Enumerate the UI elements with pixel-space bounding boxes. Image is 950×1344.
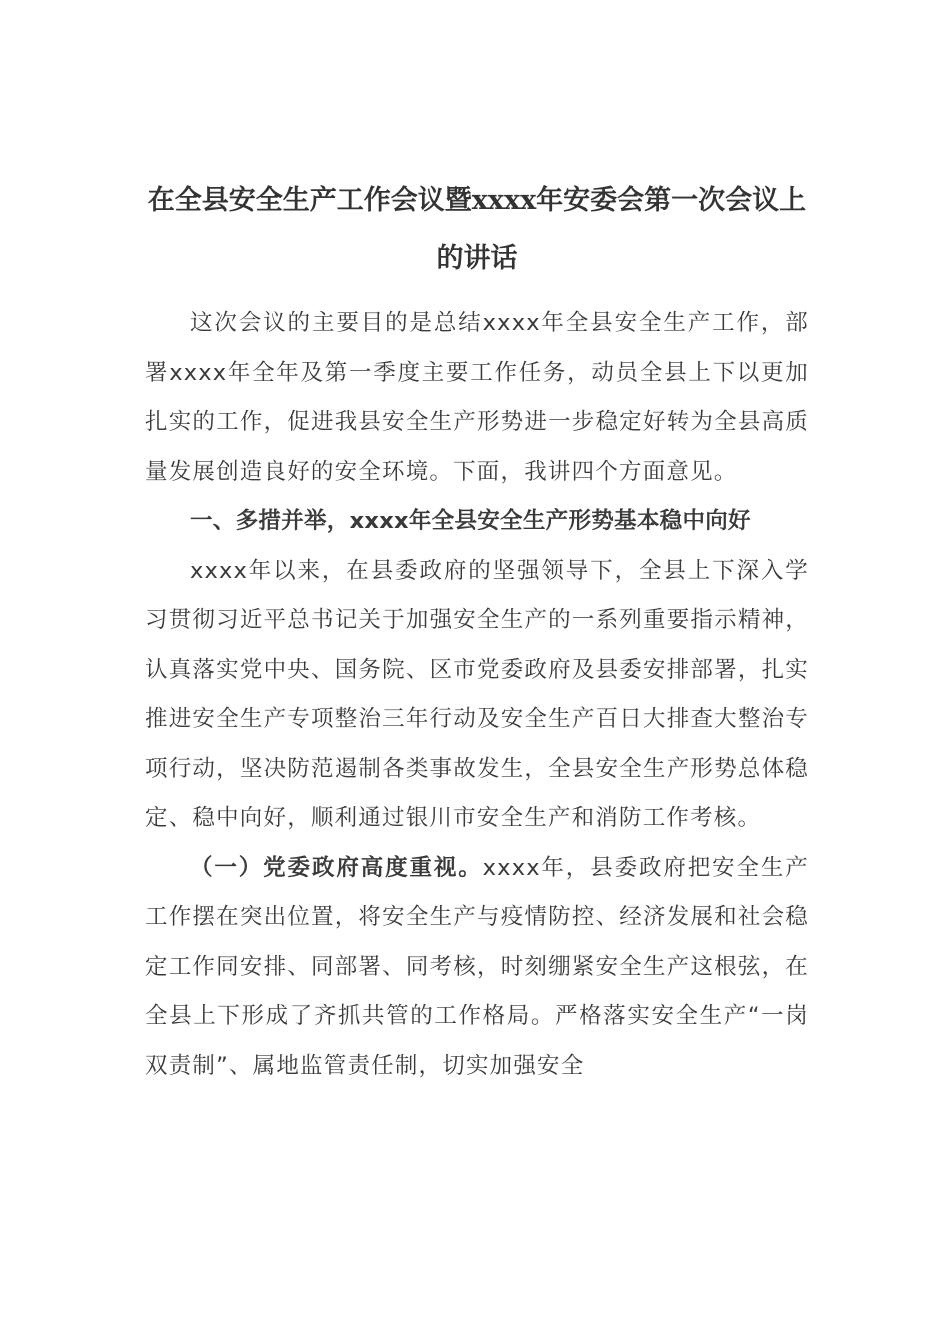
intro-paragraph: 这次会议的主要目的是总结xxxx年全县安全生产工作，部署xxxx年全年及第一季度主要工作任务，动员全县上下以更加扎实的工作，促进我县安全生产形势进一步稳定好转为全县高质量发展创造良好的安全环境。下面，我讲四个方面意见。 [145,310,809,485]
section-heading-1: 一、多措并举，xxxx年全县安全生产形势基本稳中向好 [190,508,751,534]
subsection-1-text: xxxx年，县委政府把安全生产工作摆在突出位置，将安全生产与疫情防控、经济发展和社会稳定工作同安排、同部署、同考核，时刻绷紧安全生产这根弦，在全县上下形成了齐抓共管的工作格局。严格落实安全生产“一岗双责制”、属地监管责任制，切实加强安全 [145,854,810,1079]
subsection-1-lead: （一）党委政府高度重视。 [190,854,483,881]
document-body [145,299,809,1091]
section-1-paragraph: xxxx年以来，在县委政府的坚强领导下，全县上下深入学习贯彻习近平总书记关于加强安全生产的一系列重要指示精神，认真落实党中央、国务院、区市党委政府及县委安排部署，扎实推进安全生产专项整治三年行动及安全生产百日大排查大整治专项行动，坚决防范遏制各类事故发生，全县安全生产形势总体稳定、稳中向好，顺利通过银川市安全生产和消防工作考核。 [145,557,809,831]
subsection-1-paragraph [145,844,809,1092]
document-title: 在全县安全生产工作会议暨xxxx年安委会第一次会议上的讲话 [147,185,807,274]
